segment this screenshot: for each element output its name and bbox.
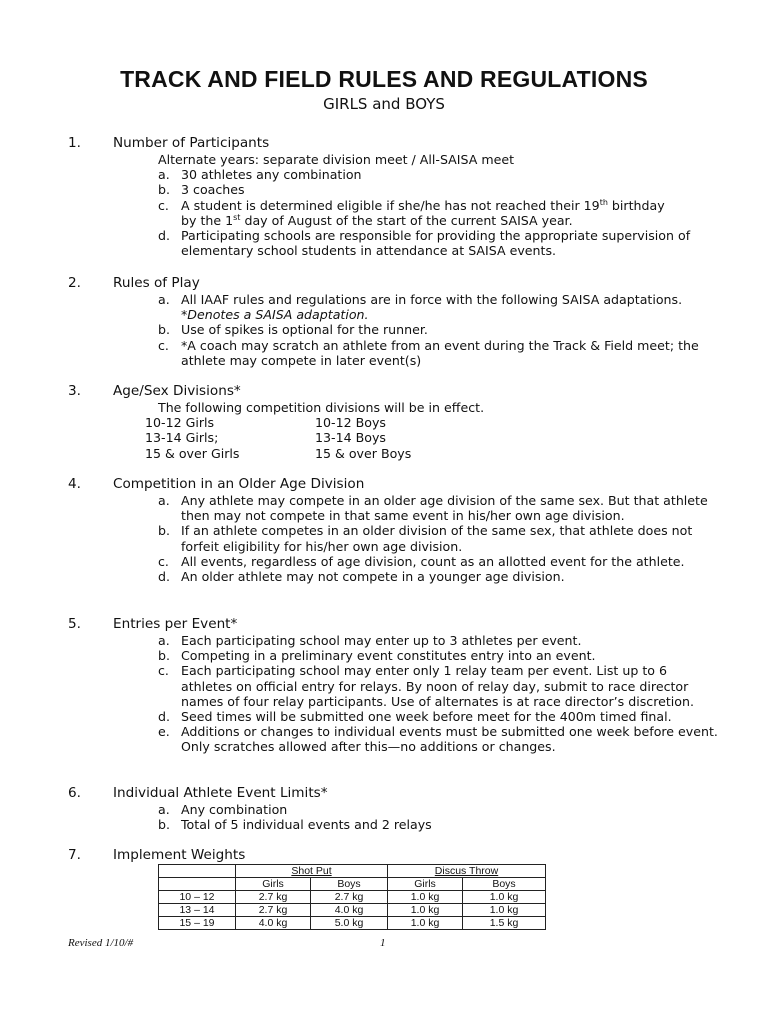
section-title: Implement Weights — [113, 847, 246, 863]
division-row: 15 & over Girls 15 & over Boys — [145, 445, 412, 461]
revision-note: Revised 1/10/# — [68, 937, 134, 949]
section-number: 5. — [68, 616, 81, 632]
section-intro: The following competition divisions will be in effect. — [158, 400, 485, 415]
division-row: 10-12 Girls 10-12 Boys — [145, 415, 386, 431]
list-item: c. A student is determined eligible if she/he has not reached their 19th birthday by the 1st day of August of the start of the current SAISA year. — [158, 197, 665, 228]
list-item: d. An older athlete may not compete in a younger age division. — [158, 569, 565, 585]
division-row: 13-14 Girls; 13-14 Boys — [145, 430, 386, 446]
section-heading — [68, 275, 718, 292]
section-heading — [68, 135, 718, 152]
section-number: 2. — [68, 275, 81, 291]
list-item: b. Competing in a preliminary event constitutes entry into an event. — [158, 648, 596, 664]
list-item: c. All events, regardless of age division, count as an allotted event for the athlete. — [158, 553, 685, 569]
section-number: 4. — [68, 476, 81, 492]
section-number: 7. — [68, 847, 81, 863]
table-row: 10 – 12 2.7 kg 2.7 kg 1.0 kg 1.0 kg — [159, 891, 546, 904]
section-title: Entries per Event* — [113, 616, 238, 632]
section-7 — [68, 847, 718, 864]
section-2 — [68, 275, 718, 368]
section-title: Individual Athlete Event Limits* — [113, 785, 328, 801]
section-heading — [68, 847, 718, 864]
section-heading — [68, 616, 718, 633]
list-item: e. Additions or changes to individual events must be submitted one week before event. Only scratches allowed after this—no additions or changes. — [158, 724, 718, 755]
section-5 — [68, 616, 718, 755]
section-heading — [68, 476, 718, 493]
table-row: 13 – 14 2.7 kg 4.0 kg 1.0 kg 1.0 kg — [159, 904, 546, 917]
section-title: Number of Participants — [113, 135, 270, 151]
list-item: a. Any athlete may compete in an older age division of the same sex. But that athlete then may not compete in that same event in his/her own age division. — [158, 493, 708, 524]
section-title: Competition in an Older Age Division — [113, 476, 365, 492]
list-item: a. 30 athletes any combination — [158, 167, 362, 183]
section-heading — [68, 383, 718, 400]
table-header-row — [159, 865, 546, 878]
section-number: 1. — [68, 135, 81, 151]
page-number: 1 — [380, 937, 386, 949]
section-3 — [68, 383, 718, 461]
list-item: b. Use of spikes is optional for the runner. — [158, 322, 428, 338]
list-item: d. Seed times will be submitted one week before meet for the 400m timed final. — [158, 709, 672, 725]
shot-put-header: Shot Put — [236, 865, 388, 878]
section-title: Age/Sex Divisions* — [113, 383, 241, 399]
section-1 — [68, 135, 718, 258]
section-6 — [68, 785, 718, 832]
list-item: c. Each participating school may enter only 1 relay team per event. List up to 6 athletes on official entry for relays. By noon of relay day, submit to race director names of four relay participants. Use of alternates is at race director’s discretion. — [158, 663, 694, 709]
section-number: 3. — [68, 383, 81, 399]
section-number: 6. — [68, 785, 81, 801]
section-4 — [68, 476, 718, 584]
implement-weights-table — [158, 864, 546, 930]
table-row: 15 – 19 4.0 kg 5.0 kg 1.0 kg 1.5 kg — [159, 917, 546, 930]
list-item: b. Total of 5 individual events and 2 relays — [158, 817, 432, 833]
document-subtitle: GIRLS and BOYS — [323, 95, 445, 113]
list-item: c. *A coach may scratch an athlete from an event during the Track & Field meet; the athlete may compete in later event(s) — [158, 337, 699, 368]
list-item: d. Participating schools are responsible for providing the appropriate supervision of elementary school students in attendance at SAISA events. — [158, 228, 691, 259]
list-item: a. Each participating school may enter up to 3 athletes per event. — [158, 633, 582, 648]
section-intro: Alternate years: separate division meet / All-SAISA meet — [158, 152, 515, 167]
list-item: a. Any combination — [158, 802, 288, 817]
document-title: TRACK AND FIELD RULES AND REGULATIONS — [120, 66, 648, 92]
discus-throw-header: Discus Throw — [388, 865, 546, 878]
list-item: b. If an athlete competes in an older division of the same sex, that athlete does not forfeit eligibility for his/her own age division. — [158, 523, 693, 554]
table-subheader-row: Girls Boys Girls Boys — [159, 878, 546, 891]
list-item: a. All IAAF rules and regulations are in force with the following SAISA adaptations. *Denotes a SAISA adaptation. — [158, 292, 683, 323]
section-title: Rules of Play — [113, 275, 200, 291]
section-heading — [68, 785, 718, 802]
divisions-table — [145, 415, 718, 461]
list-item: b. 3 coaches — [158, 182, 245, 198]
